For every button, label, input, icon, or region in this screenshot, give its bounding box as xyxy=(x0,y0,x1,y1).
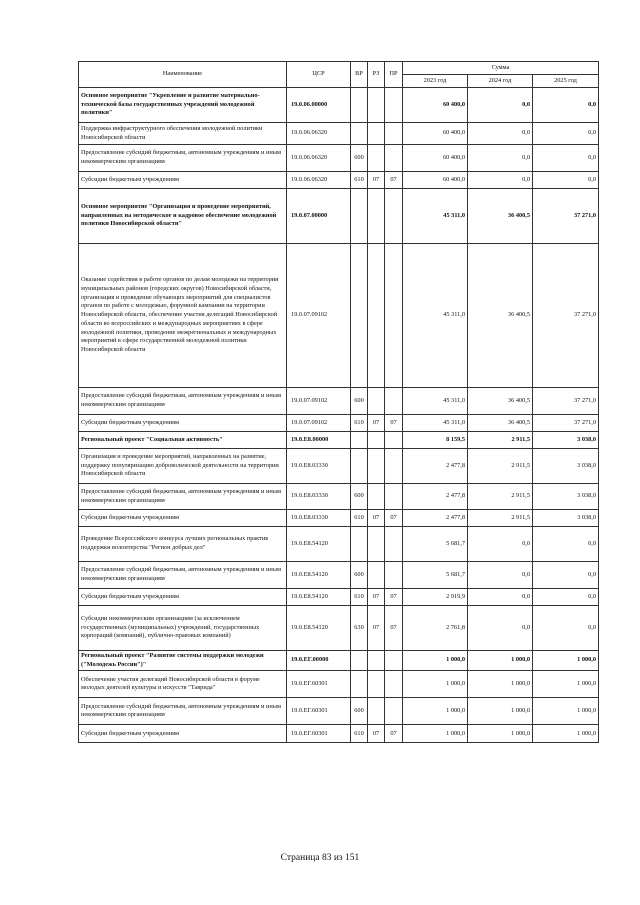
cell-rz xyxy=(368,562,385,589)
cell-vr xyxy=(351,671,368,698)
cell-name: Основное мероприятие "Организация и проведение мероприятий, направленных на методическое и кадровое обеспечение молодежной политики Новосибирской области" xyxy=(79,189,287,244)
cell-csr: 19.0.06.06320 xyxy=(287,145,351,172)
cell-2025: 1 000,0 xyxy=(533,698,599,725)
cell-vr xyxy=(351,527,368,562)
header-sum: Сумма xyxy=(403,62,599,75)
header-vr: ВР xyxy=(351,62,368,88)
cell-rz xyxy=(368,671,385,698)
cell-2023: 45 311,0 xyxy=(403,189,468,244)
cell-name: Оказание содействия в работе органов по делам молодежи на территории муниципальных районов (городских округов) Новосибирской области, организация и проведение обучающих мероприятий для специалистов органов по работе с молодежью, форумной кампании на территории Новосибирской области, обеспечение участия делегаций Новосибирской области во всероссийских и международных мероприятиях в сфере молодежной политики, проведение межрегиональных и международных мероприятий в сфере государственной молодежной политики Новосибирской области xyxy=(79,244,287,388)
cell-name: Субсидии бюджетным учреждениям xyxy=(79,589,287,606)
cell-csr: 19.0.E8.00000 xyxy=(287,432,351,449)
table-row xyxy=(79,123,599,145)
cell-2025: 37 271,0 xyxy=(533,244,599,388)
cell-2025: 3 038,0 xyxy=(533,510,599,527)
cell-vr: 610 xyxy=(351,510,368,527)
cell-2025: 3 038,0 xyxy=(533,484,599,510)
cell-2024: 2 911,5 xyxy=(468,449,533,484)
cell-csr: 19.0.07.09102 xyxy=(287,244,351,388)
cell-2023: 60 400,0 xyxy=(403,172,468,189)
table-body xyxy=(79,88,599,743)
table-row xyxy=(79,415,599,432)
cell-vr xyxy=(351,244,368,388)
table-row xyxy=(79,244,599,388)
cell-2025: 0,0 xyxy=(533,88,599,123)
cell-2023: 60 400,0 xyxy=(403,123,468,145)
cell-csr: 19.0.E8.03330 xyxy=(287,484,351,510)
cell-csr: 19.0.E8.54120 xyxy=(287,562,351,589)
cell-rz xyxy=(368,88,385,123)
cell-2023: 2 477,8 xyxy=(403,484,468,510)
cell-pr xyxy=(385,88,403,123)
cell-2023: 2 477,8 xyxy=(403,510,468,527)
table-row xyxy=(79,88,599,123)
table-row xyxy=(79,527,599,562)
cell-csr: 19.0.E8.03330 xyxy=(287,449,351,484)
cell-name: Субсидии бюджетным учреждениям xyxy=(79,172,287,189)
cell-csr: 19.0.06.06320 xyxy=(287,172,351,189)
cell-2024: 0,0 xyxy=(468,88,533,123)
cell-vr: 600 xyxy=(351,698,368,725)
cell-vr: 610 xyxy=(351,589,368,606)
cell-2024: 1 000,0 xyxy=(468,725,533,743)
cell-rz: 07 xyxy=(368,725,385,743)
cell-name: Субсидии бюджетным учреждениям xyxy=(79,415,287,432)
cell-2024: 2 911,5 xyxy=(468,484,533,510)
cell-pr xyxy=(385,388,403,415)
cell-name: Предоставление субсидий бюджетным, автономным учреждениям и иным некоммерческим организациям xyxy=(79,484,287,510)
table-row xyxy=(79,510,599,527)
cell-pr xyxy=(385,484,403,510)
cell-2025: 0,0 xyxy=(533,562,599,589)
header-2025: 2025 год xyxy=(533,75,599,88)
cell-rz: 07 xyxy=(368,589,385,606)
header-name: Наименование xyxy=(79,62,287,88)
cell-2025: 37 271,0 xyxy=(533,415,599,432)
cell-name: Субсидии бюджетным учреждениям xyxy=(79,725,287,743)
cell-csr: 19.0.07.09102 xyxy=(287,415,351,432)
cell-2025: 1 000,0 xyxy=(533,671,599,698)
cell-csr: 19.0.06.00000 xyxy=(287,88,351,123)
table-row xyxy=(79,606,599,651)
cell-rz xyxy=(368,484,385,510)
cell-csr: 19.0.ЕГ.00000 xyxy=(287,651,351,671)
table-row xyxy=(79,725,599,743)
table-row xyxy=(79,145,599,172)
cell-pr xyxy=(385,432,403,449)
table-row xyxy=(79,589,599,606)
cell-2024: 1 000,0 xyxy=(468,671,533,698)
cell-rz xyxy=(368,527,385,562)
cell-2025: 0,0 xyxy=(533,527,599,562)
cell-2023: 45 311,0 xyxy=(403,388,468,415)
cell-vr: 610 xyxy=(351,415,368,432)
cell-2023: 5 681,7 xyxy=(403,562,468,589)
cell-2024: 1 000,0 xyxy=(468,698,533,725)
table-row xyxy=(79,698,599,725)
cell-2024: 0,0 xyxy=(468,123,533,145)
cell-rz xyxy=(368,189,385,244)
header-2024: 2024 год xyxy=(468,75,533,88)
cell-pr xyxy=(385,651,403,671)
cell-vr xyxy=(351,432,368,449)
cell-2025: 0,0 xyxy=(533,123,599,145)
cell-2024: 0,0 xyxy=(468,606,533,651)
cell-2025: 0,0 xyxy=(533,589,599,606)
header-2023: 2023 год xyxy=(403,75,468,88)
cell-2024: 2 911,5 xyxy=(468,510,533,527)
cell-vr: 610 xyxy=(351,172,368,189)
cell-csr: 19.0.ЕГ.60301 xyxy=(287,671,351,698)
cell-pr: 07 xyxy=(385,606,403,651)
cell-csr: 19.0.E8.54120 xyxy=(287,606,351,651)
cell-2023: 2 761,8 xyxy=(403,606,468,651)
cell-2024: 2 911,5 xyxy=(468,432,533,449)
cell-name: Предоставление субсидий бюджетным, автономным учреждениям и иным некоммерческим организациям xyxy=(79,388,287,415)
table-row xyxy=(79,172,599,189)
cell-rz: 07 xyxy=(368,606,385,651)
cell-rz xyxy=(368,698,385,725)
cell-2025: 3 038,0 xyxy=(533,432,599,449)
table-row xyxy=(79,189,599,244)
cell-vr: 610 xyxy=(351,725,368,743)
cell-name: Предоставление субсидий бюджетным, автономным учреждениям и иным некоммерческим организациям xyxy=(79,698,287,725)
cell-vr: 600 xyxy=(351,145,368,172)
cell-csr: 19.0.ЕГ.60301 xyxy=(287,698,351,725)
table-row xyxy=(79,388,599,415)
cell-pr: 07 xyxy=(385,415,403,432)
cell-csr: 19.0.07.00000 xyxy=(287,189,351,244)
cell-2024: 0,0 xyxy=(468,172,533,189)
cell-2025: 1 000,0 xyxy=(533,725,599,743)
table-row xyxy=(79,651,599,671)
cell-pr xyxy=(385,671,403,698)
cell-pr xyxy=(385,449,403,484)
cell-name: Субсидии некоммерческим организациям (за исключением государственных (муниципальных) учреждений, государственных корпораций (компаний), публично-правовых компаний) xyxy=(79,606,287,651)
cell-2025: 37 271,0 xyxy=(533,189,599,244)
table-row xyxy=(79,562,599,589)
cell-2023: 8 159,5 xyxy=(403,432,468,449)
cell-name: Субсидии бюджетным учреждениям xyxy=(79,510,287,527)
cell-2023: 45 311,0 xyxy=(403,415,468,432)
cell-2024: 0,0 xyxy=(468,527,533,562)
cell-rz xyxy=(368,432,385,449)
cell-vr xyxy=(351,88,368,123)
cell-name: Предоставление субсидий бюджетным, автономным учреждениям и иным некоммерческим организациям xyxy=(79,145,287,172)
cell-rz: 07 xyxy=(368,415,385,432)
cell-2025: 1 000,0 xyxy=(533,651,599,671)
cell-2024: 0,0 xyxy=(468,589,533,606)
cell-name: Региональный проект "Развитие системы поддержки молодежи ("Молодежь России")" xyxy=(79,651,287,671)
cell-2024: 36 400,5 xyxy=(468,388,533,415)
cell-2024: 36 400,5 xyxy=(468,189,533,244)
cell-name: Предоставление субсидий бюджетным, автономным учреждениям и иным некоммерческим организациям xyxy=(79,562,287,589)
cell-csr: 19.0.E8.03330 xyxy=(287,510,351,527)
cell-rz xyxy=(368,388,385,415)
cell-pr: 07 xyxy=(385,172,403,189)
cell-csr: 19.0.E8.54120 xyxy=(287,589,351,606)
cell-vr: 600 xyxy=(351,562,368,589)
cell-csr: 19.0.07.09102 xyxy=(287,388,351,415)
cell-2024: 1 000,0 xyxy=(468,651,533,671)
cell-2024: 0,0 xyxy=(468,145,533,172)
cell-rz xyxy=(368,145,385,172)
cell-name: Обеспечение участия делегаций Новосибирской области в форуме молодых деятелей культуры и искусств "Таврида" xyxy=(79,671,287,698)
cell-rz xyxy=(368,123,385,145)
table-row xyxy=(79,432,599,449)
cell-2025: 0,0 xyxy=(533,145,599,172)
cell-2025: 0,0 xyxy=(533,606,599,651)
cell-vr xyxy=(351,449,368,484)
cell-2023: 2 477,8 xyxy=(403,449,468,484)
header-csr: ЦСР xyxy=(287,62,351,88)
cell-2025: 37 271,0 xyxy=(533,388,599,415)
cell-rz: 07 xyxy=(368,172,385,189)
cell-rz xyxy=(368,244,385,388)
cell-pr: 07 xyxy=(385,589,403,606)
cell-csr: 19.0.ЕГ.60301 xyxy=(287,725,351,743)
header-rz: РЗ xyxy=(368,62,385,88)
cell-name: Проведение Всероссийского конкурса лучших региональных практик поддержки волонтерства "Регион добрых дел" xyxy=(79,527,287,562)
cell-pr xyxy=(385,527,403,562)
cell-csr: 19.0.E8.54120 xyxy=(287,527,351,562)
page-number: Страница 83 из 151 xyxy=(280,853,360,863)
cell-2023: 2 919,9 xyxy=(403,589,468,606)
cell-name: Поддержка инфраструктурного обеспечения молодежной политики Новосибирской области xyxy=(79,123,287,145)
cell-pr xyxy=(385,123,403,145)
table-row xyxy=(79,671,599,698)
budget-table xyxy=(78,61,599,743)
cell-pr xyxy=(385,698,403,725)
header-pr: ПР xyxy=(385,62,403,88)
cell-vr xyxy=(351,189,368,244)
cell-vr xyxy=(351,651,368,671)
cell-name: Региональный проект "Социальная активность" xyxy=(79,432,287,449)
cell-vr: 630 xyxy=(351,606,368,651)
cell-2023: 5 681,7 xyxy=(403,527,468,562)
cell-pr xyxy=(385,562,403,589)
cell-2024: 36 400,5 xyxy=(468,415,533,432)
table-row xyxy=(79,449,599,484)
cell-rz xyxy=(368,651,385,671)
cell-rz xyxy=(368,449,385,484)
cell-2023: 45 311,0 xyxy=(403,244,468,388)
cell-pr: 07 xyxy=(385,725,403,743)
cell-2025: 3 038,0 xyxy=(533,449,599,484)
cell-2023: 60 400,0 xyxy=(403,145,468,172)
cell-pr xyxy=(385,244,403,388)
cell-rz: 07 xyxy=(368,510,385,527)
cell-2023: 1 000,0 xyxy=(403,698,468,725)
cell-2025: 0,0 xyxy=(533,172,599,189)
cell-2024: 0,0 xyxy=(468,562,533,589)
cell-vr xyxy=(351,123,368,145)
cell-2023: 1 000,0 xyxy=(403,671,468,698)
cell-name: Основное мероприятие "Укрепление и развитие материально-технической базы государственных учреждений молодежной политики" xyxy=(79,88,287,123)
cell-2023: 1 000,0 xyxy=(403,725,468,743)
cell-pr xyxy=(385,145,403,172)
table-row xyxy=(79,484,599,510)
cell-vr: 600 xyxy=(351,484,368,510)
cell-2023: 1 000,0 xyxy=(403,651,468,671)
cell-2023: 60 400,0 xyxy=(403,88,468,123)
cell-vr: 600 xyxy=(351,388,368,415)
cell-2024: 36 400,5 xyxy=(468,244,533,388)
cell-csr: 19.0.06.06320 xyxy=(287,123,351,145)
cell-pr: 07 xyxy=(385,510,403,527)
cell-pr xyxy=(385,189,403,244)
cell-name: Организация и проведение мероприятий, направленных на развитие, поддержку популяризацию добровольческой деятельности на территории Новосибирской области xyxy=(79,449,287,484)
